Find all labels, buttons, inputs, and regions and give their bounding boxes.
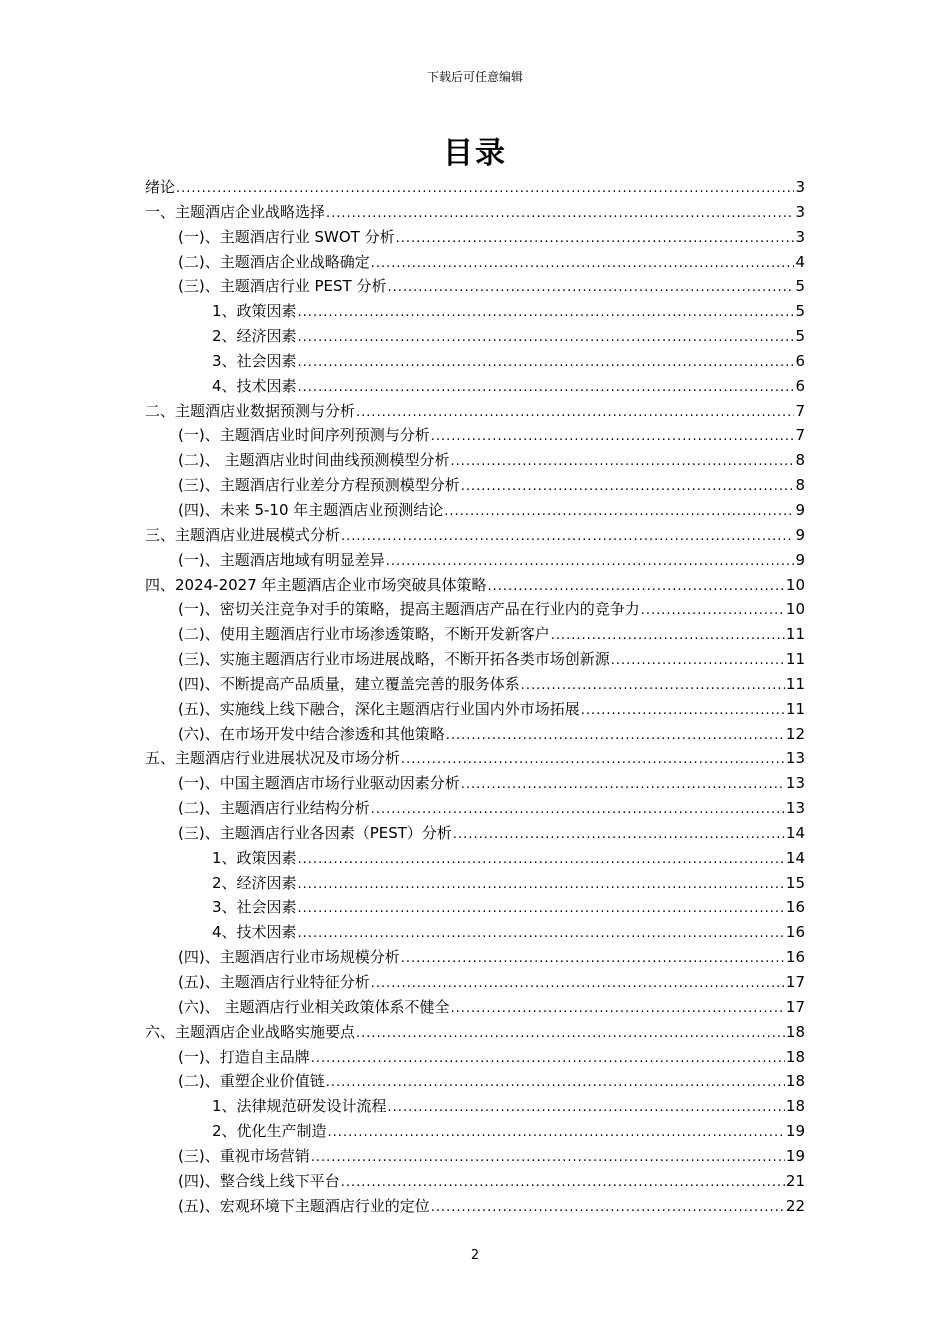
toc-dot-leader xyxy=(356,1022,785,1045)
toc-entry-title: 3、社会因素 xyxy=(212,351,297,370)
toc-entry-page: 5 xyxy=(795,302,805,321)
toc-dot-leader xyxy=(521,674,785,697)
toc-dot-leader xyxy=(341,525,794,548)
toc-entry[interactable] xyxy=(145,573,805,598)
toc-entry[interactable] xyxy=(145,697,805,722)
toc-entry-title: (二)、 主题酒店业时间曲线预测模型分析 xyxy=(178,451,450,470)
toc-entry-title: 三、主题酒店业进展模式分析 xyxy=(145,525,341,544)
toc-dot-leader xyxy=(453,823,785,846)
toc-entry-title: 3、社会因素 xyxy=(212,898,297,917)
toc-entry-page: 7 xyxy=(795,426,805,445)
toc-entry-page: 14 xyxy=(785,848,805,867)
toc-entry-page: 3 xyxy=(795,202,805,221)
table-of-contents xyxy=(145,175,805,1218)
toc-entry[interactable] xyxy=(145,1194,805,1219)
toc-entry-page: 13 xyxy=(785,749,805,768)
toc-entry-title: 2、经济因素 xyxy=(212,873,297,892)
toc-entry-page: 7 xyxy=(795,401,805,420)
toc-entry[interactable] xyxy=(145,548,805,573)
toc-entry-title: (四)、主题酒店行业市场规模分析 xyxy=(178,948,400,967)
toc-entry[interactable] xyxy=(145,821,805,846)
toc-entry[interactable] xyxy=(145,399,805,424)
toc-entry-title: (一)、主题酒店业时间序列预测与分析 xyxy=(178,426,430,445)
toc-entry[interactable] xyxy=(145,299,805,324)
toc-dot-leader xyxy=(461,773,785,796)
toc-entry-page: 10 xyxy=(785,575,805,594)
toc-dot-leader xyxy=(446,724,785,747)
toc-dot-leader xyxy=(551,624,785,647)
toc-entry-page: 17 xyxy=(785,973,805,991)
toc-entry-title: (二)、主题酒店企业战略确定 xyxy=(178,252,370,271)
toc-dot-leader xyxy=(298,873,785,896)
toc-dot-leader xyxy=(387,276,794,299)
toc-dot-leader xyxy=(326,1071,785,1094)
toc-dot-leader xyxy=(450,450,794,473)
toc-entry-page: 4 xyxy=(795,252,805,271)
toc-entry-page: 17 xyxy=(785,997,805,1016)
toc-entry-page: 21 xyxy=(785,1171,805,1190)
toc-dot-leader xyxy=(328,1121,785,1144)
toc-entry-page: 9 xyxy=(795,500,805,519)
toc-entry-title: (二)、使用主题酒店行业市场渗透策略，不断开发新客户 xyxy=(178,625,550,644)
toc-entry-page: 6 xyxy=(795,351,805,370)
toc-entry-title: (三)、主题酒店行业 PEST 分析 xyxy=(178,277,387,296)
toc-entry[interactable] xyxy=(145,970,805,995)
toc-entry-page: 9 xyxy=(795,550,805,569)
toc-entry-page: 16 xyxy=(785,898,805,917)
toc-entry-title: 一、主题酒店企业战略选择 xyxy=(145,202,326,221)
toc-entry-page: 19 xyxy=(785,1122,805,1141)
toc-dot-leader xyxy=(431,1196,785,1219)
toc-dot-leader xyxy=(298,897,785,920)
toc-dot-leader xyxy=(611,649,785,672)
toc-entry-title: (三)、主题酒店行业差分方程预测模型分析 xyxy=(178,476,460,495)
toc-dot-leader xyxy=(356,401,794,424)
page-number: 2 xyxy=(470,1248,480,1263)
toc-dot-leader xyxy=(388,1096,785,1119)
toc-entry[interactable] xyxy=(145,1169,805,1194)
toc-entry-page: 15 xyxy=(785,873,805,892)
toc-entry-title: 二、主题酒店业数据预测与分析 xyxy=(145,401,356,420)
toc-entry-title: (六)、在市场开发中结合渗透和其他策略 xyxy=(178,724,445,743)
toc-entry-page: 13 xyxy=(785,774,805,793)
toc-entry-title: (六)、 主题酒店行业相关政策体系不健全 xyxy=(178,997,450,1016)
toc-dot-leader xyxy=(176,177,794,200)
toc-entry[interactable] xyxy=(145,473,805,498)
toc-entry[interactable] xyxy=(145,871,805,896)
toc-entry[interactable] xyxy=(145,423,805,448)
toc-entry-page: 9 xyxy=(795,525,805,544)
toc-entry-page: 14 xyxy=(785,823,805,842)
toc-entry-title: (三)、实施主题酒店行业市场进展战略，不断开拓各类市场创新源 xyxy=(178,650,610,669)
toc-entry[interactable] xyxy=(145,796,805,821)
toc-dot-leader xyxy=(371,972,785,995)
toc-dot-leader xyxy=(311,1047,785,1070)
toc-entry[interactable] xyxy=(145,1069,805,1094)
toc-entry[interactable] xyxy=(145,920,805,945)
toc-entry-title: (一)、密切关注竞争对手的策略，提高主题酒店产品在行业内的竞争力 xyxy=(178,600,640,619)
toc-entry-page: 3 xyxy=(795,178,805,196)
toc-entry[interactable] xyxy=(145,250,805,275)
toc-dot-leader xyxy=(341,1171,785,1194)
toc-entry-page: 18 xyxy=(785,1022,805,1041)
toc-dot-leader xyxy=(298,301,795,324)
toc-entry-title: (五)、实施线上线下融合，深化主题酒店行业国内外市场拓展 xyxy=(178,699,580,718)
toc-entry-page: 3 xyxy=(795,227,805,246)
toc-dot-leader xyxy=(311,1146,785,1169)
page-header-note: 下载后可任意编辑 xyxy=(426,70,523,84)
toc-entry-title: 1、政策因素 xyxy=(212,848,297,867)
toc-entry-page: 13 xyxy=(785,799,805,818)
toc-dot-leader xyxy=(298,351,795,374)
toc-entry-title: (四)、整合线上线下平台 xyxy=(178,1171,340,1190)
toc-entry-title: 五、主题酒店行业进展状况及市场分析 xyxy=(145,749,401,768)
page-title: 目录 xyxy=(443,136,507,171)
toc-entry[interactable] xyxy=(145,1119,805,1144)
toc-entry-title: 4、技术因素 xyxy=(212,376,297,395)
toc-dot-leader xyxy=(444,500,794,523)
toc-dot-leader xyxy=(326,202,794,225)
toc-entry-page: 11 xyxy=(785,650,805,669)
toc-entry-title: (五)、宏观环境下主题酒店行业的定位 xyxy=(178,1196,430,1215)
toc-entry-page: 16 xyxy=(785,923,805,942)
toc-entry-title: (三)、主题酒店行业各因素（PEST）分析 xyxy=(178,823,452,842)
toc-dot-leader xyxy=(401,947,785,970)
toc-entry-title: (二)、重塑企业价值链 xyxy=(178,1072,325,1091)
toc-entry-page: 8 xyxy=(795,476,805,495)
toc-entry-title: 六、主题酒店企业战略实施要点 xyxy=(145,1022,356,1041)
toc-entry-title: (四)、未来 5-10 年主题酒店业预测结论 xyxy=(178,500,444,519)
toc-entry-title: (一)、打造自主品牌 xyxy=(178,1047,310,1066)
toc-dot-leader xyxy=(298,922,785,945)
toc-entry[interactable] xyxy=(145,324,805,349)
toc-dot-leader xyxy=(581,699,785,722)
toc-dot-leader xyxy=(298,376,795,399)
toc-entry-title: 绪论 xyxy=(145,178,176,196)
toc-entry-page: 19 xyxy=(785,1146,805,1165)
toc-entry[interactable] xyxy=(145,895,805,920)
toc-entry-page: 8 xyxy=(795,451,805,470)
toc-dot-leader xyxy=(641,599,785,622)
toc-entry-page: 10 xyxy=(785,600,805,619)
toc-entry-title: 1、政策因素 xyxy=(212,302,297,321)
toc-entry[interactable] xyxy=(145,175,805,200)
toc-entry[interactable] xyxy=(145,672,805,697)
toc-entry-page: 12 xyxy=(785,724,805,743)
toc-entry-page: 16 xyxy=(785,948,805,967)
toc-dot-leader xyxy=(461,475,795,498)
toc-entry[interactable] xyxy=(145,746,805,771)
toc-entry[interactable] xyxy=(145,771,805,796)
toc-dot-leader xyxy=(401,748,785,771)
toc-entry-title: (一)、中国主题酒店市场行业驱动因素分析 xyxy=(178,774,460,793)
toc-entry[interactable] xyxy=(145,995,805,1020)
toc-entry[interactable] xyxy=(145,945,805,970)
toc-entry[interactable] xyxy=(145,846,805,871)
toc-entry-page: 5 xyxy=(795,327,805,346)
toc-entry[interactable] xyxy=(145,597,805,622)
toc-dot-leader xyxy=(386,550,795,573)
toc-entry-page: 5 xyxy=(795,277,805,296)
toc-entry-title: (五)、主题酒店行业特征分析 xyxy=(178,973,370,991)
toc-entry-title: 2、优化生产制造 xyxy=(212,1122,327,1141)
toc-entry[interactable] xyxy=(145,1144,805,1169)
toc-dot-leader xyxy=(371,252,795,275)
toc-entry-title: (四)、不断提高产品质量，建立覆盖完善的服务体系 xyxy=(178,674,520,693)
toc-entry-page: 18 xyxy=(785,1047,805,1066)
toc-entry-page: 18 xyxy=(785,1072,805,1091)
toc-entry[interactable] xyxy=(145,225,805,250)
toc-entry-title: 2、经济因素 xyxy=(212,327,297,346)
toc-dot-leader xyxy=(396,227,795,250)
toc-entry-title: 4、技术因素 xyxy=(212,923,297,942)
toc-entry[interactable] xyxy=(145,622,805,647)
toc-entry[interactable] xyxy=(145,274,805,299)
toc-entry[interactable] xyxy=(145,200,805,225)
toc-entry-title: (三)、重视市场营销 xyxy=(178,1146,310,1165)
toc-dot-leader xyxy=(431,425,795,448)
toc-entry[interactable] xyxy=(145,498,805,523)
toc-entry[interactable] xyxy=(145,1020,805,1045)
toc-entry[interactable] xyxy=(145,448,805,473)
toc-entry[interactable] xyxy=(145,722,805,747)
toc-entry-title: 1、法律规范研发设计流程 xyxy=(212,1097,387,1116)
toc-entry-title: (一)、主题酒店行业 SWOT 分析 xyxy=(178,227,395,246)
toc-dot-leader xyxy=(450,997,784,1020)
toc-entry-page: 11 xyxy=(785,699,805,718)
toc-entry-title: (二)、主题酒店行业结构分析 xyxy=(178,799,370,818)
toc-dot-leader xyxy=(371,798,785,821)
toc-entry[interactable] xyxy=(145,349,805,374)
toc-entry-title: 四、2024-2027 年主题酒店企业市场突破具体策略 xyxy=(145,575,487,594)
toc-entry-page: 22 xyxy=(785,1196,805,1215)
toc-entry[interactable] xyxy=(145,523,805,548)
toc-entry-title: (一)、主题酒店地域有明显差异 xyxy=(178,550,385,569)
toc-entry-page: 18 xyxy=(785,1097,805,1116)
toc-entry[interactable] xyxy=(145,374,805,399)
toc-entry-page: 6 xyxy=(795,376,805,395)
toc-dot-leader xyxy=(298,326,795,349)
toc-entry[interactable] xyxy=(145,1045,805,1070)
toc-dot-leader xyxy=(298,848,785,871)
toc-entry[interactable] xyxy=(145,1094,805,1119)
toc-entry-page: 11 xyxy=(785,674,805,693)
toc-entry-page: 11 xyxy=(785,625,805,644)
toc-entry[interactable] xyxy=(145,647,805,672)
toc-dot-leader xyxy=(488,575,785,598)
